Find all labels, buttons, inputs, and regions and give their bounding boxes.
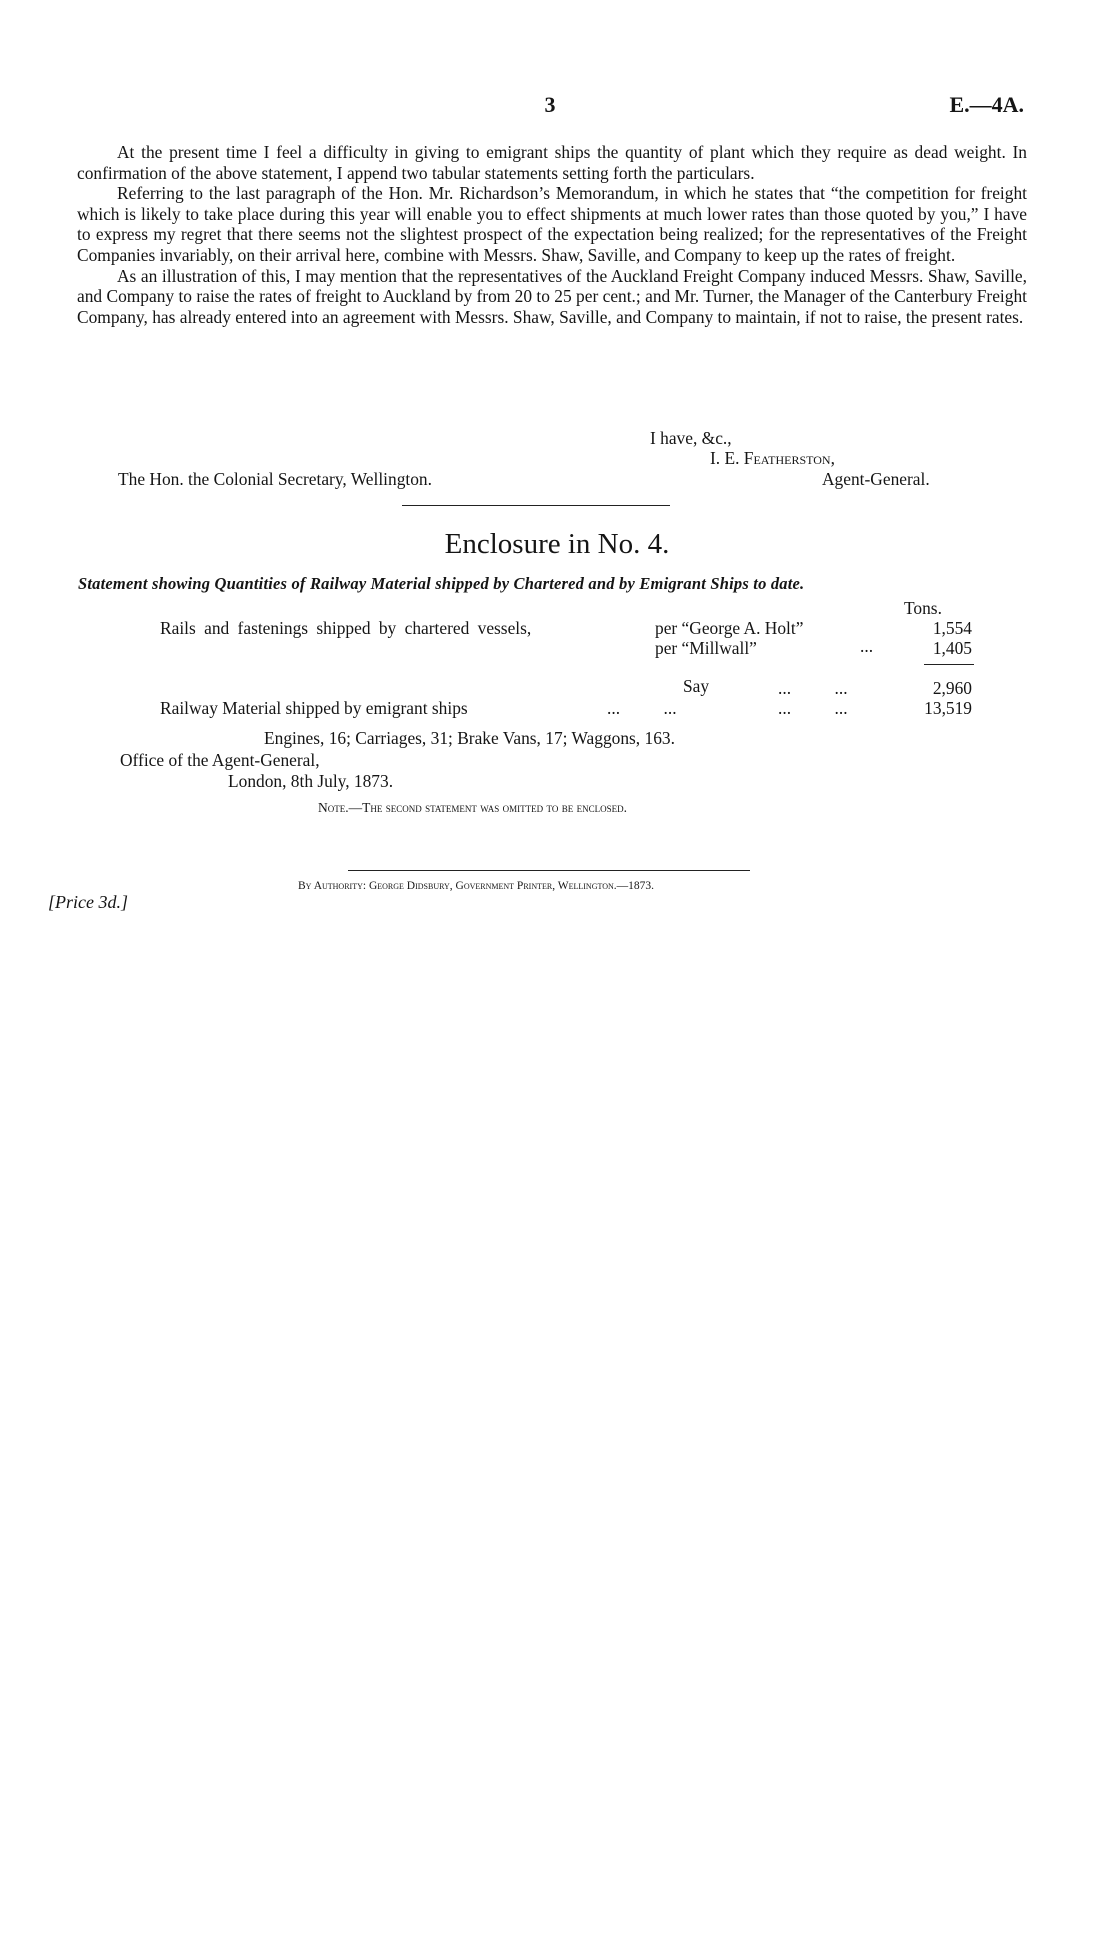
date-line: London, 8th July, 1873. — [228, 771, 394, 791]
footer-rule — [348, 870, 750, 871]
printer-authority: By Authority: George Didsbury, Government Printer, Wellington.—1873. — [298, 880, 655, 892]
table-row-label: Rails and fastenings shipped by chartered vessels, — [160, 618, 532, 638]
document-reference: E.—4A. — [949, 92, 1024, 117]
table-row-label: Railway Material shipped by emigrant ships — [160, 698, 468, 718]
paragraph-1: At the present time I feel a difficulty in giving to emigrant ships the quantity of plant which they require as dead weight. In confirmation of the above statement, I append two tabular statements setting forth the particulars. — [77, 142, 1027, 183]
signatory: I. E. Featherston, — [710, 448, 835, 468]
section-divider — [402, 505, 670, 506]
table-row-sub: per “George A. Holt” — [655, 618, 804, 638]
table-row-leader: ... — [860, 636, 874, 656]
note: Note.—The second statement was omitted to be enclosed. — [318, 800, 627, 815]
paragraph-2: Referring to the last paragraph of the Hon. Mr. Richardson’s Memorandum, in which he states that “the competition for freight which is likely to take place during this year will enable you to effect shipments at much lower rates than those quoted by you,” I have to express my regret that there seems not the slightest prospect of the expectation being realized; for the representatives of the Freight Companies invariably, on their arrival here, combine with Messrs. Shaw, Saville, and Company to keep up the rates of freight. — [77, 183, 1027, 265]
table-row-sub: ... ... — [607, 698, 677, 718]
page-number: 3 — [544, 92, 556, 117]
rolling-stock-summary: Engines, 16; Carriages, 31; Brake Vans, 17; Waggons, 163. — [264, 728, 675, 748]
sum-rule — [924, 664, 974, 665]
closing: I have, &c., — [650, 428, 732, 448]
letter-body — [77, 142, 1027, 327]
statement-caption: Statement showing Quantities of Railway Material shipped by Chartered and by Emigrant Ships to date. — [78, 574, 805, 593]
paragraph-3: As an illustration of this, I may mention that the representatives of the Auckland Freight Company induced Messrs. Shaw, Saville, and Company to raise the rates of freight to Auckland by from 20 to 25 per cent.; and Mr. Turner, the Manager of the Canterbury Freight Company, has already entered into an agreement with Messrs. Shaw, Saville, and Company to maintain, if not to raise, the present rates. — [77, 265, 1027, 327]
table-row-leader: ... ... — [778, 678, 848, 698]
table-row-sub: Say — [683, 676, 710, 696]
signatory-title: Agent-General. — [822, 469, 930, 489]
tons-column-header: Tons. — [904, 598, 942, 618]
table-row-value: 1,405 — [932, 638, 972, 658]
price: [Price 3d.] — [48, 892, 128, 912]
table-row-value: 2,960 — [932, 678, 972, 698]
enclosure-heading: Enclosure in No. 4. — [444, 528, 670, 560]
table-row-value: 13,519 — [924, 698, 972, 718]
office-line: Office of the Agent-General, — [120, 750, 320, 770]
addressee: The Hon. the Colonial Secretary, Wellington. — [118, 469, 432, 489]
table-row-leader: ... ... — [778, 698, 848, 718]
table-row-sub: per “Millwall” — [655, 638, 757, 658]
table-row-value: 1,554 — [932, 618, 972, 638]
